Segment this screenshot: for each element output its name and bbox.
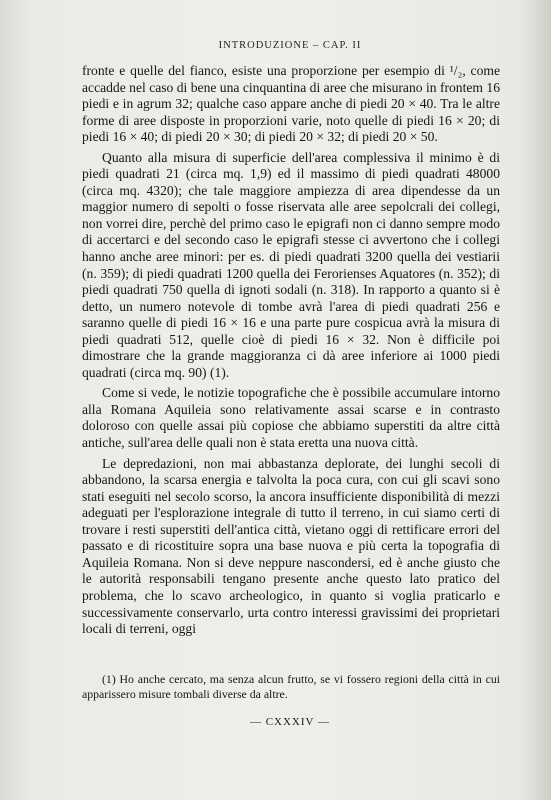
paragraph: Le depredazioni, non mai abbastanza deplorate, dei lunghi secoli di abbandono, la scarsa energia e talvolta la poca cura, con cui gli scavi sono stati eseguiti nel secolo scorso, la ancora insufficiente disponibilità di mezzi adeguati per l'esplorazione integrale di tutto il terreno, in cui siamo certi di trovare i resti superstiti dell'antica città, vietano oggi di rettificare errori del passato e di ricostituire sopra una base nuova e più certa la topografia di Aquileia Romana. Non si deve neppure nascondersi, ed è anche giusto che le autorità responsabili tengano presente anche questo lato pratico del problema, che lo scavo archeologico, in quanto si voglia praticarlo e successivamente conservarlo, urta contro interessi gravissimi dei proprietari locali di terreni, oggi <box>82 455 500 637</box>
paragraph: Come si vede, le notizie topografiche che è possibile accumulare intorno alla Romana Aquileia sono relativamente assai scarse e in contrasto doloroso con quelle assai più copiose che abbiamo superstiti da altre città antiche, sull'area delle quali non è stata eretta una nuova città. <box>82 385 500 451</box>
paragraph: Quanto alla misura di superficie dell'area complessiva il minimo è di piedi quadrati 21 (circa mq. 1,9) ed il massimo di piedi quadrati 48000 (circa mq. 4320); che tale maggiore ampiezza di area dipendesse da un maggior numero di sepolti o fosse riservata alle aree sepolcrali dei collegi, non vorrei dire, perchè del primo caso le epigrafi non ci danno sempre modo di accertarci e del secondo caso le epigrafi stesse ci avvertono che i collegi hanno anche aree minori: per es. di piedi quadrati 3200 quella dei vestiarii (n. 359); di piedi quadrati 1200 quella dei Ferorienses Aquatores (n. 352); di piedi quadrati 750 quella di ignoti sodali (n. 318). In rapporto a quanto si è detto, un numero notevole di tombe avrà l'area di piedi quadrati 256 e saranno quelle di piedi 16 × 16 e una parte pure cospicua avrà la misura di piedi quadrati 512, quelle cioè di piedi 16 × 32. Non è difficile poi dimostrare che la grande maggioranza ci dà aree inferiore ai 1000 piedi quadrati (circa mq. 90) (1). <box>82 149 500 380</box>
footnote-text: (1) Ho anche cercato, ma senza alcun frutto, se vi fossero regioni della città in cui apparissero misure tombali diverse da altre. <box>82 672 500 701</box>
footnote <box>82 672 500 702</box>
paragraph: fronte e quelle del fianco, esiste una proporzione per esempio di ¹/₂, come accadde nel caso di bene una cinquantina di aree che misurano in frontem 16 piedi e in agrum 32; qualche caso appare anche di piedi 20 × 40. Tra le altre forme di aree disposte in proporzioni varie, noto quelle di piedi 16 × 20; di piedi 16 × 40; di piedi 20 × 30; di piedi 20 × 32; di piedi 20 × 50. <box>82 63 500 145</box>
running-header: INTRODUZIONE – CAP. II <box>218 40 362 51</box>
body-text <box>82 63 500 638</box>
page-number: — CXXXIV — <box>249 716 331 728</box>
